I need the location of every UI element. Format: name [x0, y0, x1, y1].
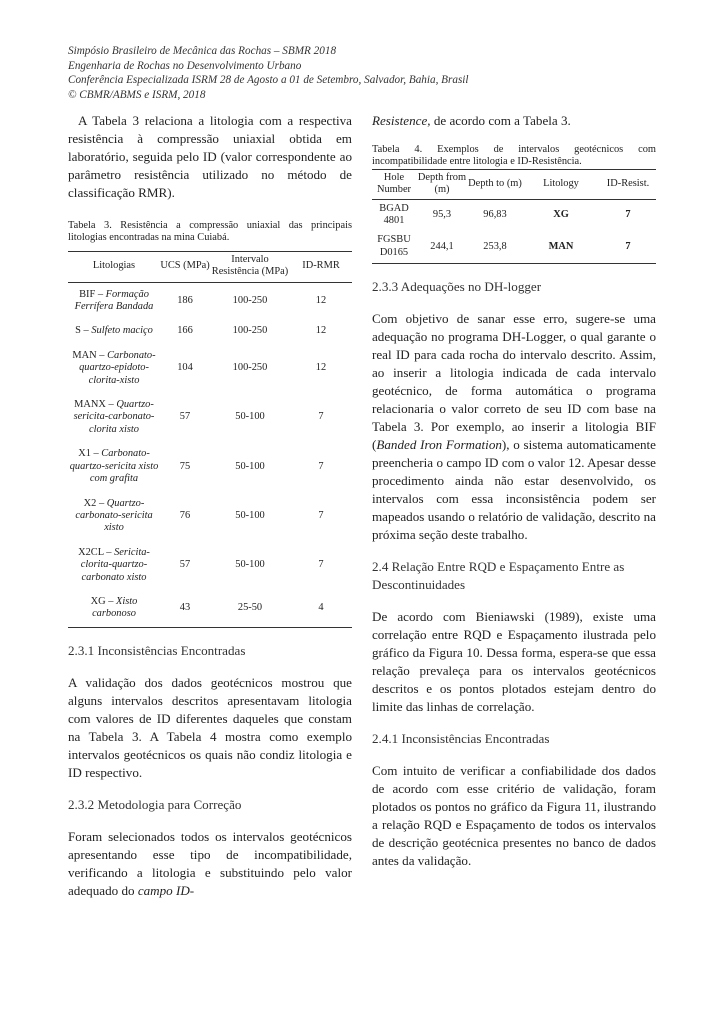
left-column: [68, 112, 352, 900]
section-heading: 2.3.2 Metodologia para Correção: [68, 796, 242, 812]
col-header: ID-Resist.: [606, 178, 650, 190]
lithology-cell: X1 – Carbonato-quartzo-sericita xisto com grafita: [69, 448, 159, 485]
lithology-cell: XG – Xisto carbonoso: [90, 595, 138, 620]
lithology-cell: MANX – Quartzo-sericita-carbonato-clorita xisto: [73, 399, 155, 435]
table-row: [68, 590, 352, 627]
table4-caption: Tabela 4. Exemplos de intervalos geotécnicos com incompatibilidade entre litologia e ID-Resistência.: [372, 144, 656, 168]
range-cell: 100-250: [232, 325, 268, 337]
section-heading: 2.3.1 Inconsistências Encontradas: [68, 642, 246, 658]
col-header: Litologias: [92, 260, 136, 272]
ucs-cell: 104: [177, 362, 193, 374]
id-cell: 12: [315, 325, 327, 337]
table-row: [68, 344, 352, 393]
hole-cell: BGAD 4801: [379, 202, 409, 227]
paragraph: Foram selecionados todos os intervalos geotécnicos apresentando esse tipo de incompatibilidade, verificando a litologia e substituindo pelo valor adequado do campo ID-: [68, 828, 352, 898]
intro-paragraph: A Tabela 3 relaciona a litologia com a respectiva resistência à compressão uniaxial obtida em laboratório, seguida pelo ID (valor correspondente ao parâmetro resistência utilizado no método de classificação RMR).: [68, 113, 352, 200]
conference-header: [68, 44, 469, 102]
section-heading: 2.4.1 Inconsistências Encontradas: [372, 731, 550, 747]
id-cell: 7: [318, 411, 324, 423]
header-line: Conferência Especializada ISRM 28 de Agosto a 01 de Setembro, Salvador, Bahia, Brasil: [68, 74, 469, 87]
id-cell: 7: [625, 208, 631, 220]
range-cell: 25-50: [237, 602, 263, 614]
col-header: ID-RMR: [302, 260, 340, 272]
id-cell: 7: [318, 460, 324, 472]
lithology-cell: BIF – Formação Ferrífera Bandada: [74, 288, 154, 313]
litology-cell: MAN: [548, 240, 574, 252]
paragraph: Resistence, de acordo com a Tabela 3.: [372, 113, 571, 128]
id-cell: 12: [315, 294, 327, 306]
range-cell: 50-100: [235, 509, 265, 521]
table3-caption: Tabela 3. Resistência a compressão uniaxial das principais litologias encontradas na mina Cuiabá.: [68, 220, 352, 244]
col-header: Depth from (m): [417, 171, 467, 196]
depth-from-cell: 244,1: [430, 240, 454, 252]
depth-from-cell: 95,3: [432, 208, 452, 220]
table-row: [68, 442, 352, 491]
ucs-cell: 186: [177, 294, 193, 306]
ucs-cell: 57: [179, 411, 191, 423]
section-heading: 2.3.3 Adequações no DH-logger: [372, 279, 542, 295]
table-row: [68, 393, 352, 442]
id-cell: 4: [318, 602, 324, 614]
table-row: [68, 492, 352, 541]
id-cell: 7: [318, 509, 324, 521]
paragraph: De acordo com Bieniawski (1989), existe uma correlação entre RQD e Espaçamento ilustrada pelo gráfico da Figura 10. Dessa forma, espera-se que essa relação prevaleça para os intervalos geotécnicos descritos e os pontos plotados estejam dentro do limite das linhas de correlação.: [372, 609, 656, 715]
lithology-cell: X2 – Quartzo-carbonato-sericita xisto: [75, 497, 153, 534]
col-header: Litology: [543, 178, 579, 190]
col-header: Depth to (m): [468, 178, 522, 190]
hole-cell: FGSBU D0165: [377, 234, 411, 258]
header-line: Simpósio Brasileiro de Mecânica das Rochas – SBMR 2018: [68, 45, 337, 57]
ucs-cell: 43: [179, 602, 191, 614]
id-cell: 12: [315, 362, 327, 374]
table-header-row: [68, 251, 352, 282]
table4: [372, 169, 656, 264]
table-row: [68, 319, 352, 343]
lithology-cell: MAN – Carbonato-quartzo-epidoto-clorita-xisto: [72, 349, 156, 386]
table-header-row: [372, 169, 656, 199]
col-header: UCS (MPa): [160, 260, 210, 272]
id-cell: 7: [318, 559, 324, 571]
paragraph: Com intuito de verificar a confiabilidade dos dados de acordo com esse critério de validação, foram plotados os pontos no gráfico da Figura 11, ilustrando a relação RQD e Espaçamento de todos os intervalos de descrição geotécnica presentes no banco de dados antes da validação.: [372, 763, 656, 869]
table-row: [68, 541, 352, 590]
litology-cell: XG: [553, 208, 569, 220]
paragraph: Com objetivo de sanar esse erro, sugere-se uma adequação no programa DH-Logger, o qual garante o real ID para cada rocha do intervalo descrito. Assim, ao inserir a litologia indicada de cada intervalo geotécnico, de forma automática o programa relacionaria o valor correto de seu ID com base na Tabela 3. Por exemplo, ao inserir a litologia BIF (Banded Iron Formation), o sistema automaticamente preencheria o campo ID com o valor 12. Apesar desse procedimento ainda não estar desenvolvido, os intervalos com essa inconsistência podem ser mapeados usando o relatório de validação, descrito na próxima seção deste trabalho.: [372, 311, 656, 543]
id-cell: 7: [625, 240, 631, 252]
right-column: [372, 112, 656, 870]
range-cell: 50-100: [235, 460, 265, 472]
table3: [68, 251, 352, 628]
header-line: Engenharia de Rochas no Desenvolvimento Urbano: [68, 59, 302, 72]
ucs-cell: 57: [179, 559, 191, 571]
ucs-cell: 75: [179, 460, 191, 472]
range-cell: 50-100: [235, 559, 265, 571]
range-cell: 50-100: [235, 411, 265, 423]
depth-to-cell: 96,83: [483, 208, 507, 220]
col-header: Intervalo Resistência (MPa): [211, 253, 289, 278]
table-row: [372, 199, 656, 231]
col-header: Hole Number: [376, 171, 412, 196]
depth-to-cell: 253,8: [483, 240, 507, 252]
header-line: © CBMR/ABMS e ISRM, 2018: [68, 88, 206, 101]
paragraph: A validação dos dados geotécnicos mostrou que alguns intervalos descritos apresentavam litologia com valores de ID diferentes daqueles que constam na Tabela 3. A Tabela 4 mostra como exemplo intervalos geotécnicos os quais não condiz litologia e ID respectivo.: [68, 674, 352, 780]
ucs-cell: 76: [179, 509, 191, 521]
lithology-cell: X2CL – Sericita-clorita-quartzo-carbonato xisto: [78, 546, 150, 583]
table-row: [68, 282, 352, 319]
range-cell: 100-250: [232, 362, 268, 374]
lithology-cell: S – Sulfeto maciço: [75, 325, 153, 337]
section-heading: 2.4 Relação Entre RQD e Espaçamento Entre as Descontinuidades: [372, 559, 625, 593]
range-cell: 100-250: [232, 294, 268, 306]
table-row: [372, 231, 656, 263]
ucs-cell: 166: [177, 325, 193, 337]
